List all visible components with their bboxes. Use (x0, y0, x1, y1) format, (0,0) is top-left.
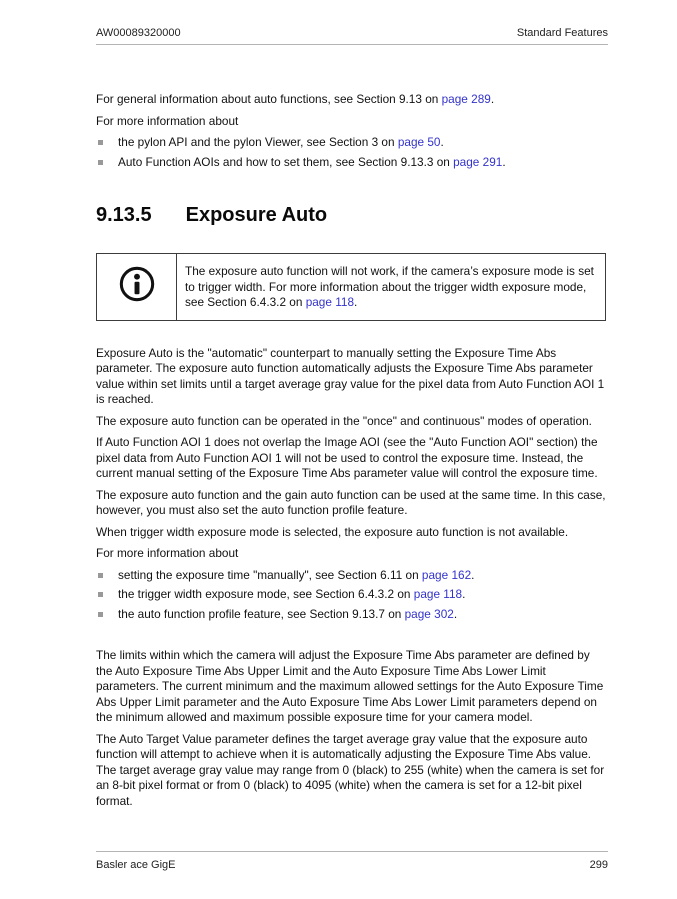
list-item-text (118, 155, 608, 171)
footer-product: Basler ace GigE (96, 859, 176, 871)
paragraph (96, 732, 608, 810)
notice-icon-cell (97, 254, 177, 320)
document-content (96, 44, 608, 815)
list-item-text (118, 587, 608, 603)
notice-text (177, 254, 605, 320)
page-link[interactable]: page 289 (441, 92, 491, 106)
list-item (96, 568, 608, 584)
list-item (96, 155, 608, 171)
page-link[interactable]: page 50 (397, 135, 441, 149)
text-segment: Auto Function AOIs and how to set them, see Section 9.13.3 on (118, 154, 454, 169)
text-segment: The exposure auto function will not work, if the camera’s exposure mode is set to trigger width. For more information about the trigger width exposure mode, see Section 6.4.3.2 on (185, 264, 594, 309)
list-item-text (118, 607, 608, 623)
paragraph (96, 92, 608, 108)
bullet-square-icon (98, 140, 103, 145)
text-segment: Exposure Auto is the "automatic" counterpart to manually setting the Exposure Time Abs parameter. The exposure auto function automatically adjusts the Exposure Time Abs parameter value within set limits until a target average gray value for the pixel data from Auto Function AOI 1 is reached. (96, 345, 605, 406)
section-heading (96, 203, 608, 227)
page-footer (96, 851, 608, 871)
bullet-list (96, 568, 608, 623)
text-segment: The Auto Target Value parameter defines the target average gray value that the exposure auto function will attempt to achieve when it is automatically adjusting the Exposure Time Abs value. The target average gray value may range from 0 (black) to 255 (white) when the camera is set for an 8-bit pixel format or from 0 (black) to 4095 (white) when the camera is set for a 12-bit pixel format. (96, 731, 605, 808)
list-item-text (118, 135, 608, 151)
text-segment: the trigger width exposure mode, see Section 6.4.3.2 on (118, 587, 414, 601)
section-number: 9.13.5 (96, 204, 152, 226)
page-link[interactable]: page 302 (404, 606, 454, 621)
footer-page-number: 299 (589, 859, 608, 871)
text-segment: . (354, 295, 358, 309)
page-link[interactable]: page 118 (305, 295, 355, 309)
list-item (96, 607, 608, 623)
text-segment: The exposure auto function and the gain auto function can be used at the same time. In this case, however, you must also set the auto function profile feature. (96, 487, 606, 517)
text-segment: If Auto Function AOI 1 does not overlap the Image AOI (see the "Auto Function AOI" section) the pixel data from Auto Function AOI 1 will not be used to control the exposure time. Instead, the current manual setting of the Exposure Time Abs parameter value will control the exposure time. (96, 435, 598, 480)
section-title: Exposure Auto (185, 204, 328, 226)
bullet-square-icon (98, 612, 103, 617)
paragraph (96, 414, 608, 430)
text-segment: For more information about (96, 113, 239, 128)
text-segment: . (440, 135, 444, 149)
text-segment: The limits within which the camera will adjust the Exposure Time Abs parameter are defined by the Auto Exposure Time Abs Upper Limit and the Auto Exposure Time Abs Lower Limit parameters. The current minimum and the maximum allowed settings for the Auto Exposure Time Abs Upper Limit parameter and the Auto Exposure Time Abs Lower Limit parameters depend on the minimum allowed and maximum possible exposure time for your camera model. (96, 648, 604, 724)
text-segment: . (471, 567, 475, 582)
body-blocks (96, 346, 608, 810)
intro-blocks (96, 44, 608, 170)
text-segment: . (490, 92, 495, 106)
list-item (96, 135, 608, 151)
page-header (96, 0, 608, 45)
page-link[interactable]: page 291 (453, 154, 503, 169)
text-segment: When trigger width exposure mode is selected, the exposure auto function is not available. (96, 524, 569, 539)
header-doc-id: AW00089320000 (96, 27, 181, 39)
list-item-text (118, 568, 608, 584)
list-item (96, 587, 608, 603)
paragraph (96, 435, 608, 482)
bullet-list (96, 135, 608, 170)
text-segment: For more information about (96, 546, 239, 560)
paragraph (96, 648, 608, 726)
paragraph (96, 546, 608, 562)
notice-box (96, 253, 606, 321)
text-segment: . (462, 587, 466, 601)
bullet-square-icon (98, 573, 103, 578)
info-icon (118, 265, 156, 308)
paragraph (96, 346, 608, 408)
paragraph (96, 488, 608, 519)
header-section-title: Standard Features (516, 27, 608, 39)
paragraph (96, 114, 608, 130)
bullet-square-icon (98, 160, 103, 165)
text-segment: . (502, 154, 506, 169)
text-segment: setting the exposure time "manually", see Section 6.11 on (118, 567, 422, 582)
page-link[interactable]: page 162 (421, 567, 472, 582)
page-link[interactable]: page 118 (413, 587, 463, 601)
text-segment: the auto function profile feature, see Section 9.13.7 on (118, 606, 405, 621)
text-segment: The exposure auto function can be operated in the "once" and continuous" modes of operation. (96, 413, 592, 428)
text-segment: the pylon API and the pylon Viewer, see Section 3 on (118, 135, 398, 149)
paragraph (96, 525, 608, 541)
text-segment: . (453, 606, 458, 621)
text-segment: For general information about auto functions, see Section 9.13 on (96, 92, 442, 106)
bullet-square-icon (98, 592, 103, 597)
